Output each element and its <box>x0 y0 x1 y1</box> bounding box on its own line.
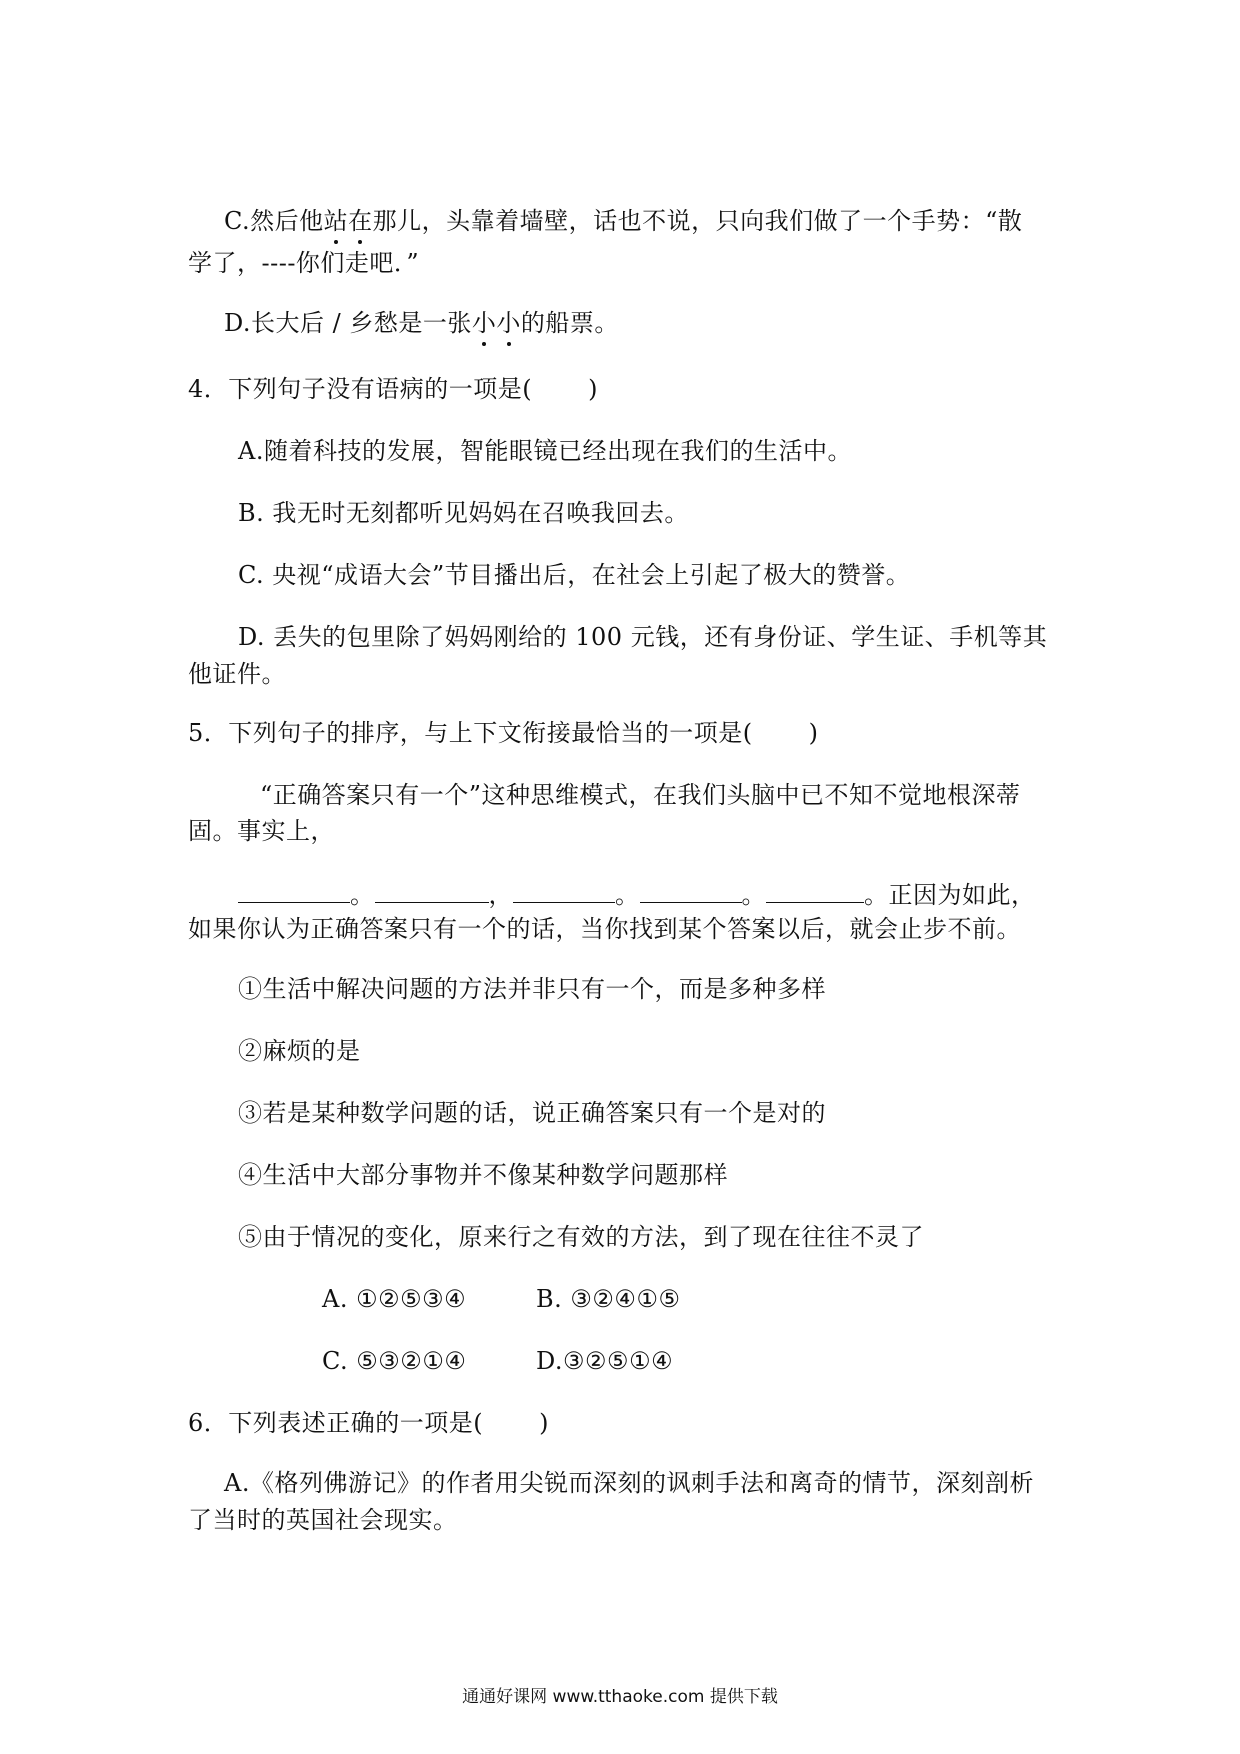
q5-option-b: B. ③②④①⑤ <box>536 1285 681 1313</box>
q4-option-a: A.随着科技的发展，智能眼镜已经出现在我们的生活中。 <box>238 437 852 465</box>
q5-stem <box>188 716 819 750</box>
q5-sentence-2: ②麻烦的是 <box>238 1037 361 1065</box>
q3-option-d <box>224 306 619 340</box>
q5-passage-line2: 固。事实上， <box>188 817 335 845</box>
q4-option-c: C. 央视“成语大会”节目播出后，在社会上引起了极大的赞誉。 <box>238 561 911 589</box>
q6-stem <box>188 1406 549 1440</box>
fill-blank-1[interactable] <box>238 876 350 903</box>
q3-option-c-text: 那儿，头靠着墙壁，话也不说，只向我们做了一个手势：“散 <box>372 207 1023 235</box>
fill-blank-4[interactable] <box>640 876 742 903</box>
separator: 。 <box>350 881 375 909</box>
q3-option-d-text: D.长大后 / 乡愁是一张 <box>224 309 472 337</box>
q3-option-c-line2: 学了，----你们走吧．” <box>188 249 420 277</box>
q4-option-d-line2: 他证件。 <box>188 660 286 688</box>
separator: ， <box>488 881 513 909</box>
q4-stem-text: 4．下列句子没有语病的一项是( <box>188 375 533 403</box>
q5-sentence-5: ⑤由于情况的变化，原来行之有效的方法，到了现在往往不灵了 <box>238 1223 924 1251</box>
fill-blank-3[interactable] <box>513 876 615 903</box>
q4-stem-close: ) <box>588 375 599 403</box>
q6-stem-close: ) <box>539 1409 550 1437</box>
q4-stem <box>188 372 598 406</box>
separator: 。 <box>615 881 640 909</box>
emphasis-char: 站 <box>324 204 349 238</box>
q3-option-d-text: 的船票。 <box>520 309 619 337</box>
separator: 。正因为如此， <box>864 881 1036 909</box>
fill-blank-2[interactable] <box>375 876 489 903</box>
q5-sentence-4: ④生活中大部分事物并不像某种数学问题那样 <box>238 1161 728 1189</box>
fill-blank-5[interactable] <box>766 876 864 903</box>
q4-option-d-line1: D. 丢失的包里除了妈妈刚给的 100 元钱，还有身份证、学生证、手机等其 <box>238 623 1048 651</box>
q5-passage-line1: “正确答案只有一个”这种思维模式，在我们头脑中已不知不觉地根深蒂 <box>260 781 1021 809</box>
q5-sentence-3: ③若是某种数学问题的话，说正确答案只有一个是对的 <box>238 1099 826 1127</box>
q5-passage-line4: 如果你认为正确答案只有一个的话，当你找到某个答案以后，就会止步不前。 <box>188 915 1021 943</box>
separator: 。 <box>741 881 766 909</box>
emphasis-char: 小 <box>496 306 521 340</box>
q5-option-a: A. ①②⑤③④ <box>322 1285 467 1313</box>
page-footer: 通通好课网 www.tthaoke.com 提供下载 <box>462 1687 778 1707</box>
q5-blanks-line <box>238 876 1036 912</box>
q5-sentence-1: ①生活中解决问题的方法并非只有一个，而是多种多样 <box>238 975 826 1003</box>
q6-stem-text: 6．下列表述正确的一项是( <box>188 1409 484 1437</box>
q5-option-c: C. ⑤③②①④ <box>322 1347 467 1375</box>
q3-option-c-line1 <box>224 204 1022 238</box>
q3-option-c-text: C.然后他 <box>224 207 324 235</box>
q6-option-a-line1: A.《格列佛游记》的作者用尖锐而深刻的讽刺手法和离奇的情节，深刻剖析 <box>224 1469 1034 1497</box>
q4-option-b: B. 我无时无刻都听见妈妈在召唤我回去。 <box>238 499 689 527</box>
q6-option-a-line2: 了当时的英国社会现实。 <box>188 1506 458 1534</box>
emphasis-char: 小 <box>472 306 497 340</box>
q5-stem-close: ) <box>808 719 819 747</box>
q5-option-d: D.③②⑤①④ <box>536 1347 674 1375</box>
emphasis-char: 在 <box>348 204 373 238</box>
q5-stem-text: 5．下列句子的排序，与上下文衔接最恰当的一项是( <box>188 719 753 747</box>
